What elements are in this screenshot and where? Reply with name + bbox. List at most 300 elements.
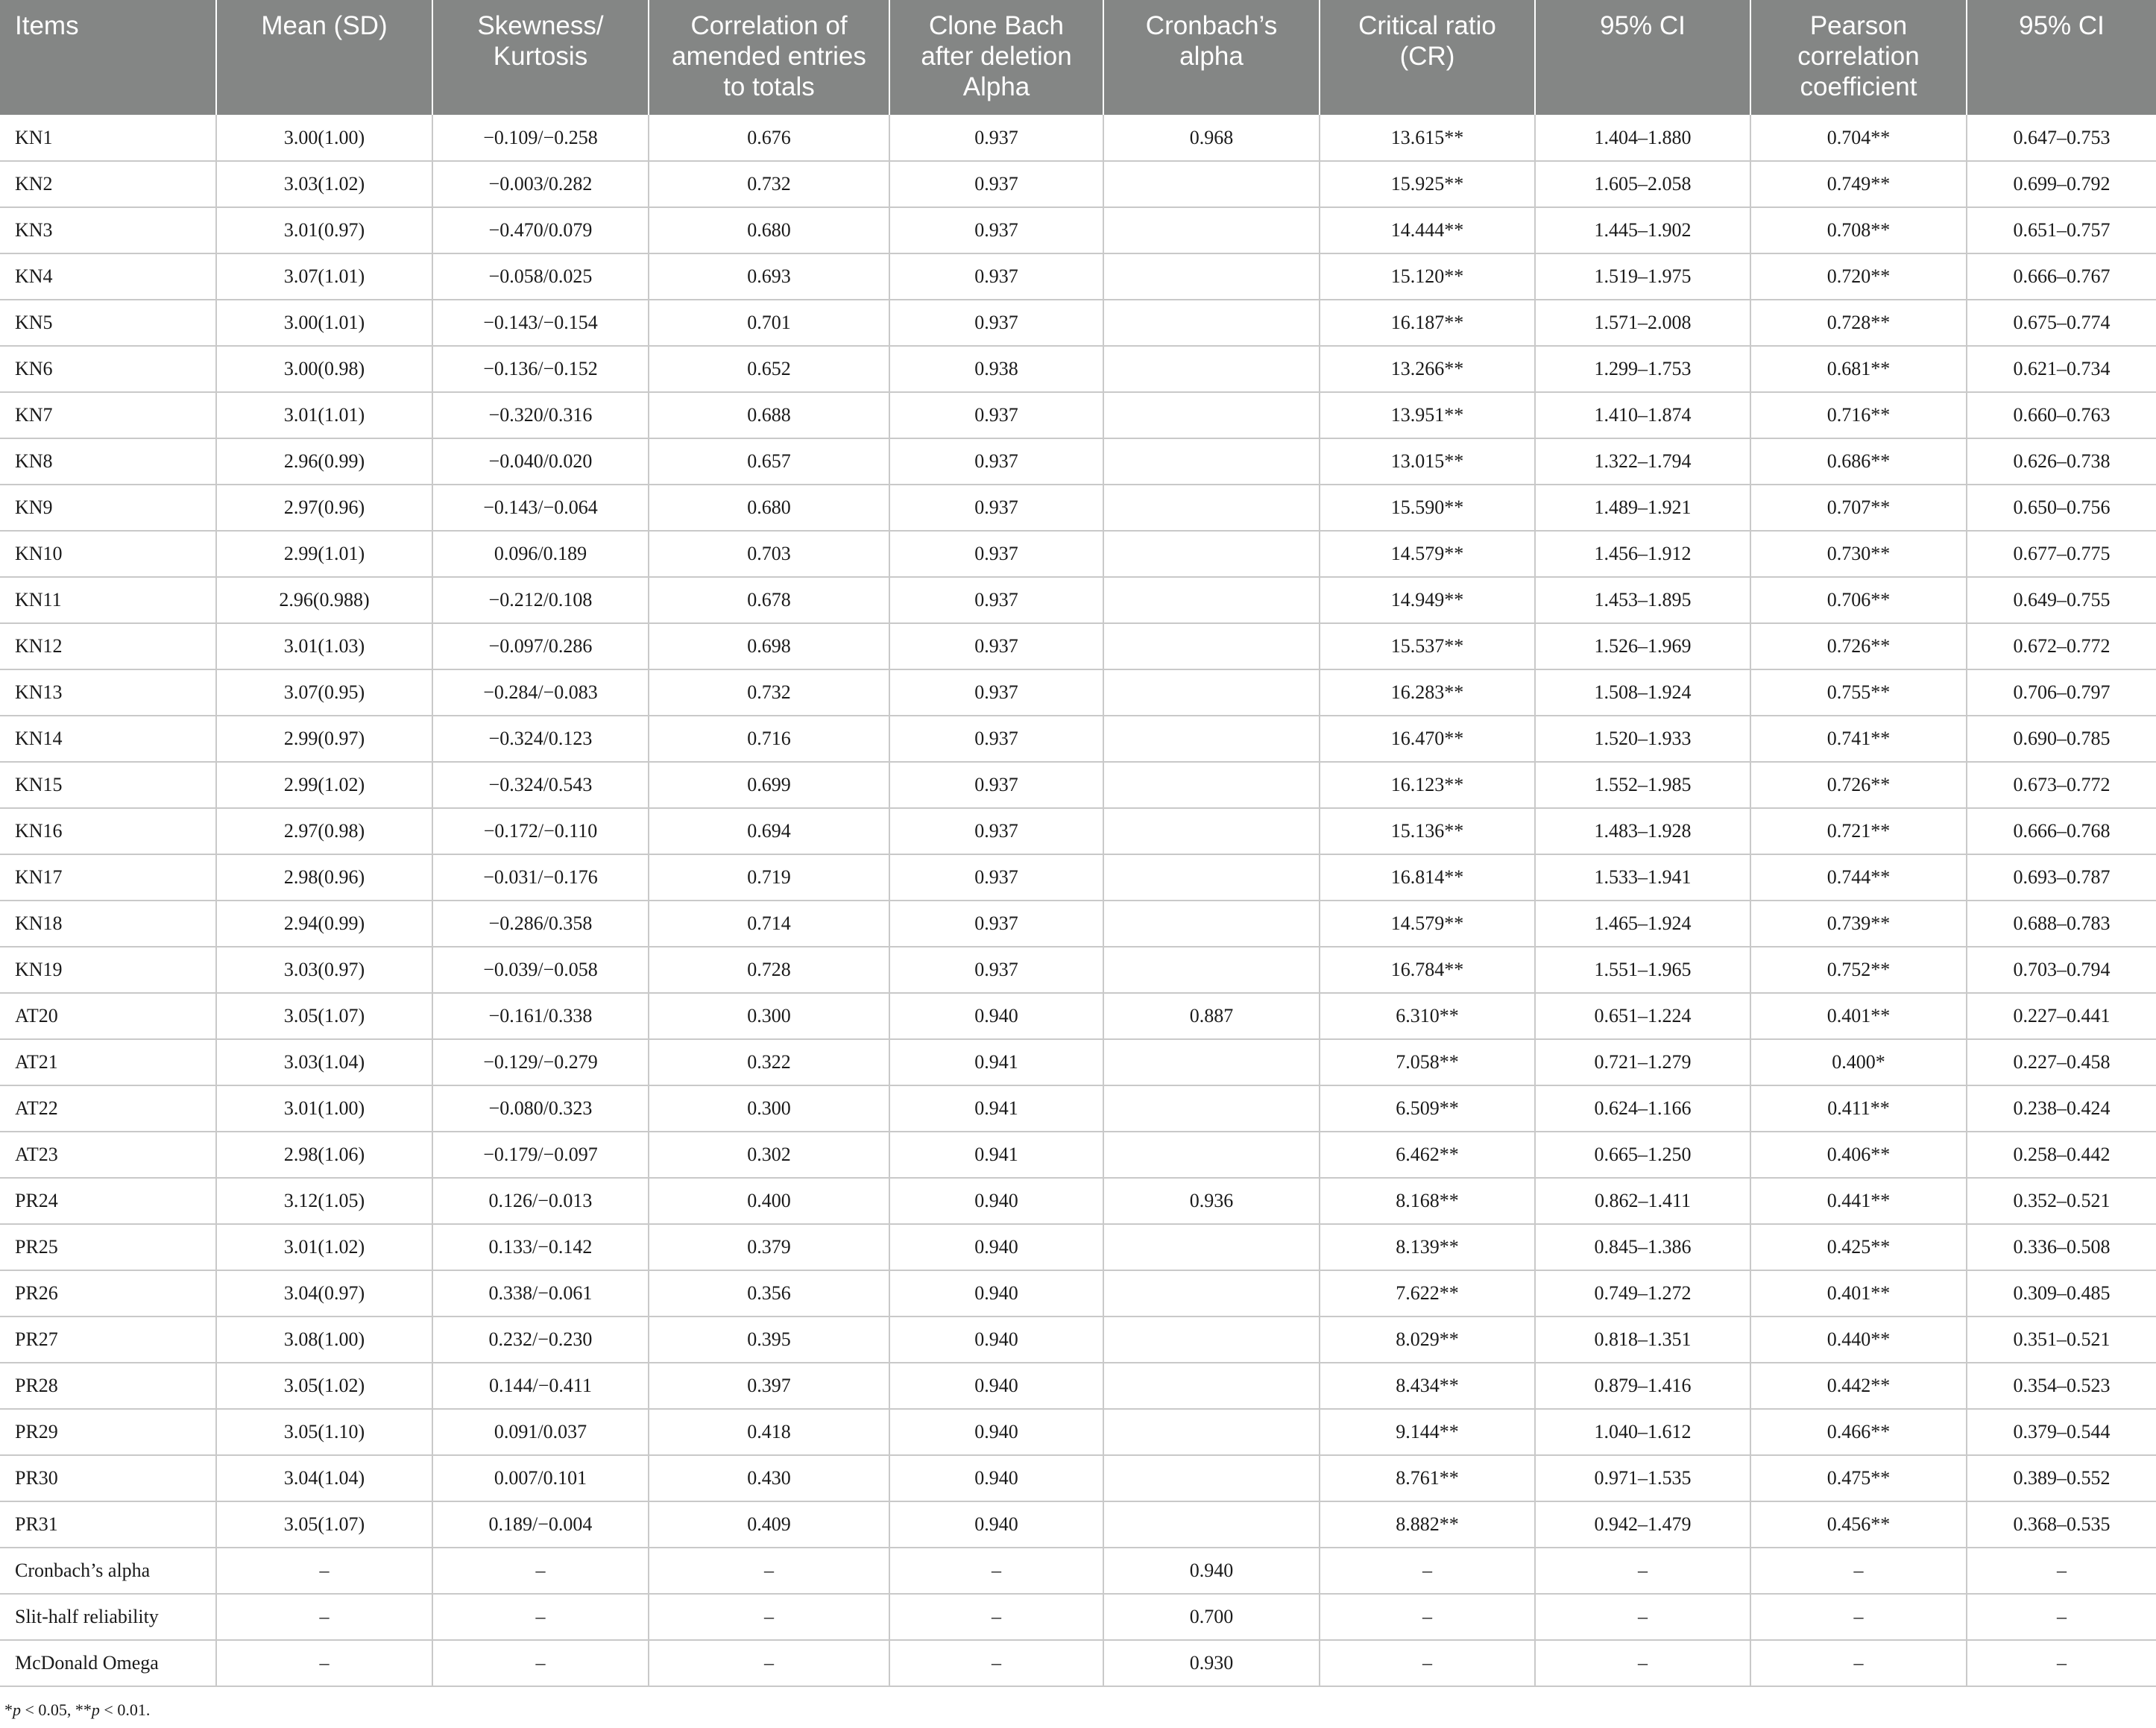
- table-cell: 0.937: [889, 392, 1103, 438]
- table-cell: 0.937: [889, 901, 1103, 947]
- table-cell: 0.352–0.521: [1967, 1178, 2156, 1224]
- table-cell: 0.940: [889, 1409, 1103, 1455]
- row-label-cell: KN6: [0, 346, 216, 392]
- table-cell: 2.97(0.96): [216, 485, 432, 531]
- row-label-cell: PR28: [0, 1363, 216, 1409]
- table-cell: 0.937: [889, 947, 1103, 993]
- table-cell: –: [1535, 1548, 1750, 1594]
- table-cell: 0.400: [649, 1178, 889, 1224]
- header-row: [0, 0, 2156, 115]
- table-cell: 0.300: [649, 993, 889, 1039]
- table-cell: –: [216, 1548, 432, 1594]
- table-cell: –: [1320, 1640, 1535, 1686]
- table-cell: 3.03(0.97): [216, 947, 432, 993]
- row-label-cell: KN2: [0, 161, 216, 207]
- table-cell: 0.862–1.411: [1535, 1178, 1750, 1224]
- table-cell: 3.05(1.02): [216, 1363, 432, 1409]
- table-cell: 0.940: [889, 1317, 1103, 1363]
- table-cell: 0.716: [649, 716, 889, 762]
- table-cell: 16.187**: [1320, 300, 1535, 346]
- table-row: [0, 1501, 2156, 1548]
- table-row: [0, 161, 2156, 207]
- table-cell: –: [649, 1594, 889, 1640]
- table-cell: −0.320/0.316: [432, 392, 649, 438]
- table-cell: 0.411**: [1750, 1085, 1967, 1132]
- table-cell: 0.144/−0.411: [432, 1363, 649, 1409]
- table-cell: 0.300: [649, 1085, 889, 1132]
- table-cell: 6.509**: [1320, 1085, 1535, 1132]
- table-cell: −0.143/−0.064: [432, 485, 649, 531]
- row-label-cell: AT20: [0, 993, 216, 1039]
- table-cell: [1103, 669, 1320, 716]
- column-header: 95% CI: [1967, 0, 2156, 115]
- table-cell: 0.940: [889, 1178, 1103, 1224]
- table-row: [0, 1363, 2156, 1409]
- table-row: [0, 854, 2156, 901]
- table-cell: 3.05(1.10): [216, 1409, 432, 1455]
- table-cell: 0.818–1.351: [1535, 1317, 1750, 1363]
- table-row: [0, 1409, 2156, 1455]
- table-cell: 0.937: [889, 577, 1103, 623]
- table-cell: 14.579**: [1320, 901, 1535, 947]
- table-cell: [1103, 207, 1320, 253]
- table-cell: 3.00(1.01): [216, 300, 432, 346]
- table-cell: 0.703: [649, 531, 889, 577]
- column-header: Cronbach’s alpha: [1103, 0, 1320, 115]
- table-cell: 0.971–1.535: [1535, 1455, 1750, 1501]
- row-label-cell: KN18: [0, 901, 216, 947]
- table-cell: −0.470/0.079: [432, 207, 649, 253]
- table-cell: 1.526–1.969: [1535, 623, 1750, 669]
- table-cell: 0.302: [649, 1132, 889, 1178]
- table-cell: 1.519–1.975: [1535, 253, 1750, 300]
- table-cell: 0.937: [889, 854, 1103, 901]
- table-cell: 1.410–1.874: [1535, 392, 1750, 438]
- table-cell: 3.07(0.95): [216, 669, 432, 716]
- table-cell: 0.940: [889, 1455, 1103, 1501]
- table-cell: −0.040/0.020: [432, 438, 649, 485]
- table-cell: −0.039/−0.058: [432, 947, 649, 993]
- table-row: [0, 808, 2156, 854]
- table-cell: 1.520–1.933: [1535, 716, 1750, 762]
- table-cell: –: [1967, 1548, 2156, 1594]
- table-cell: 1.299–1.753: [1535, 346, 1750, 392]
- table-cell: 3.00(1.00): [216, 115, 432, 161]
- table-cell: [1103, 1363, 1320, 1409]
- table-cell: 0.356: [649, 1270, 889, 1317]
- table-cell: 3.01(0.97): [216, 207, 432, 253]
- row-label-cell: KN16: [0, 808, 216, 854]
- row-label-cell: AT22: [0, 1085, 216, 1132]
- table-cell: 16.470**: [1320, 716, 1535, 762]
- table-cell: 3.01(1.01): [216, 392, 432, 438]
- table-cell: [1103, 1409, 1320, 1455]
- table-cell: −0.031/−0.176: [432, 854, 649, 901]
- table-cell: 0.728: [649, 947, 889, 993]
- table-cell: 0.338/−0.061: [432, 1270, 649, 1317]
- table-cell: 0.720**: [1750, 253, 1967, 300]
- table-cell: 15.120**: [1320, 253, 1535, 300]
- table-cell: 0.744**: [1750, 854, 1967, 901]
- table-cell: [1103, 901, 1320, 947]
- table-row: [0, 1178, 2156, 1224]
- table-cell: 0.400*: [1750, 1039, 1967, 1085]
- table-row: [0, 346, 2156, 392]
- table-cell: 14.579**: [1320, 531, 1535, 577]
- table-cell: –: [216, 1640, 432, 1686]
- table-row: [0, 947, 2156, 993]
- table-cell: 0.401**: [1750, 993, 1967, 1039]
- table-cell: 0.677–0.775: [1967, 531, 2156, 577]
- table-cell: [1103, 253, 1320, 300]
- table-cell: 0.007/0.101: [432, 1455, 649, 1501]
- table-cell: 0.707**: [1750, 485, 1967, 531]
- table-cell: 0.650–0.756: [1967, 485, 2156, 531]
- table-cell: –: [1535, 1640, 1750, 1686]
- table-cell: 0.937: [889, 716, 1103, 762]
- table-cell: 8.434**: [1320, 1363, 1535, 1409]
- table-cell: 0.741**: [1750, 716, 1967, 762]
- table-cell: 13.015**: [1320, 438, 1535, 485]
- table-cell: [1103, 947, 1320, 993]
- table-cell: 3.04(0.97): [216, 1270, 432, 1317]
- table-row: [0, 1455, 2156, 1501]
- table-row: [0, 1039, 2156, 1085]
- table-cell: 0.673–0.772: [1967, 762, 2156, 808]
- table-cell: [1103, 854, 1320, 901]
- column-header: Mean (SD): [216, 0, 432, 115]
- table-cell: 1.605–2.058: [1535, 161, 1750, 207]
- table-cell: [1103, 392, 1320, 438]
- table-cell: 0.309–0.485: [1967, 1270, 2156, 1317]
- table-cell: 1.508–1.924: [1535, 669, 1750, 716]
- table-cell: 15.925**: [1320, 161, 1535, 207]
- table-cell: 0.418: [649, 1409, 889, 1455]
- table-cell: 0.728**: [1750, 300, 1967, 346]
- table-cell: –: [1967, 1640, 2156, 1686]
- table-cell: 1.404–1.880: [1535, 115, 1750, 161]
- table-cell: 0.968: [1103, 115, 1320, 161]
- table-cell: 0.666–0.768: [1967, 808, 2156, 854]
- table-cell: 6.310**: [1320, 993, 1535, 1039]
- table-cell: 0.406**: [1750, 1132, 1967, 1178]
- table-cell: 3.01(1.02): [216, 1224, 432, 1270]
- table-cell: 0.730**: [1750, 531, 1967, 577]
- table-row: [0, 1594, 2156, 1640]
- table-cell: 0.227–0.458: [1967, 1039, 2156, 1085]
- table-cell: −0.097/0.286: [432, 623, 649, 669]
- table-cell: 1.551–1.965: [1535, 947, 1750, 993]
- table-cell: [1103, 716, 1320, 762]
- table-row: [0, 531, 2156, 577]
- table-row: [0, 115, 2156, 161]
- table-cell: 3.04(1.04): [216, 1455, 432, 1501]
- column-header: Pearson correlation coefficient: [1750, 0, 1967, 115]
- table-cell: 7.622**: [1320, 1270, 1535, 1317]
- column-header: 95% CI: [1535, 0, 1750, 115]
- row-label-cell: KN13: [0, 669, 216, 716]
- table-cell: [1103, 1224, 1320, 1270]
- table-cell: 0.940: [889, 1501, 1103, 1548]
- table-cell: 0.621–0.734: [1967, 346, 2156, 392]
- column-header: Items: [0, 0, 216, 115]
- table-cell: 1.040–1.612: [1535, 1409, 1750, 1455]
- table-cell: 0.706–0.797: [1967, 669, 2156, 716]
- row-label-cell: PR24: [0, 1178, 216, 1224]
- table-cell: 0.708**: [1750, 207, 1967, 253]
- table-cell: 0.937: [889, 438, 1103, 485]
- table-cell: 0.721–1.279: [1535, 1039, 1750, 1085]
- table-cell: 0.258–0.442: [1967, 1132, 2156, 1178]
- table-row: [0, 669, 2156, 716]
- table-cell: 0.940: [889, 993, 1103, 1039]
- table-cell: 0.672–0.772: [1967, 623, 2156, 669]
- table-cell: 0.409: [649, 1501, 889, 1548]
- table-body: [0, 115, 2156, 1686]
- table-cell: 0.749–1.272: [1535, 1270, 1750, 1317]
- table-cell: 0.693: [649, 253, 889, 300]
- table-cell: –: [649, 1640, 889, 1686]
- table-cell: −0.179/−0.097: [432, 1132, 649, 1178]
- table-cell: 0.937: [889, 115, 1103, 161]
- row-label-cell: KN3: [0, 207, 216, 253]
- table-cell: 3.00(0.98): [216, 346, 432, 392]
- row-label-cell: PR26: [0, 1270, 216, 1317]
- table-cell: 3.05(1.07): [216, 1501, 432, 1548]
- row-label-cell: AT23: [0, 1132, 216, 1178]
- table-cell: 15.590**: [1320, 485, 1535, 531]
- table-cell: 0.937: [889, 669, 1103, 716]
- table-cell: 0.680: [649, 207, 889, 253]
- table-cell: 0.693–0.787: [1967, 854, 2156, 901]
- table-cell: 0.440**: [1750, 1317, 1967, 1363]
- table-cell: 3.03(1.04): [216, 1039, 432, 1085]
- row-label-cell: KN8: [0, 438, 216, 485]
- row-label-cell: Slit-half reliability: [0, 1594, 216, 1640]
- table-cell: 0.726**: [1750, 762, 1967, 808]
- table-cell: −0.286/0.358: [432, 901, 649, 947]
- table-cell: 0.887: [1103, 993, 1320, 1039]
- table-cell: [1103, 485, 1320, 531]
- table-cell: 0.937: [889, 253, 1103, 300]
- table-cell: –: [216, 1594, 432, 1640]
- table-cell: 0.940: [1103, 1548, 1320, 1594]
- table-cell: 0.726**: [1750, 623, 1967, 669]
- table-cell: 0.354–0.523: [1967, 1363, 2156, 1409]
- table-cell: 8.882**: [1320, 1501, 1535, 1548]
- table-cell: [1103, 346, 1320, 392]
- table-cell: 0.425**: [1750, 1224, 1967, 1270]
- table-cell: 8.168**: [1320, 1178, 1535, 1224]
- table-row: [0, 485, 2156, 531]
- table-cell: 2.99(1.01): [216, 531, 432, 577]
- table-cell: 14.949**: [1320, 577, 1535, 623]
- table-cell: 3.03(1.02): [216, 161, 432, 207]
- table-cell: 1.533–1.941: [1535, 854, 1750, 901]
- row-label-cell: KN14: [0, 716, 216, 762]
- table-cell: 0.651–0.757: [1967, 207, 2156, 253]
- table-cell: 0.739**: [1750, 901, 1967, 947]
- table-cell: 7.058**: [1320, 1039, 1535, 1085]
- row-label-cell: KN11: [0, 577, 216, 623]
- table-cell: –: [889, 1548, 1103, 1594]
- table-cell: −0.003/0.282: [432, 161, 649, 207]
- table-cell: [1103, 438, 1320, 485]
- table-cell: 0.688: [649, 392, 889, 438]
- column-header: Skewness/ Kurtosis: [432, 0, 649, 115]
- row-label-cell: KN17: [0, 854, 216, 901]
- table-cell: [1103, 1501, 1320, 1548]
- table-cell: 0.227–0.441: [1967, 993, 2156, 1039]
- table-cell: 8.139**: [1320, 1224, 1535, 1270]
- table-row: [0, 901, 2156, 947]
- table-cell: 1.456–1.912: [1535, 531, 1750, 577]
- table-cell: 0.721**: [1750, 808, 1967, 854]
- table-cell: −0.136/−0.152: [432, 346, 649, 392]
- table-row: [0, 623, 2156, 669]
- table-cell: 0.681**: [1750, 346, 1967, 392]
- table-row: [0, 1224, 2156, 1270]
- table-cell: 0.937: [889, 531, 1103, 577]
- table-cell: −0.161/0.338: [432, 993, 649, 1039]
- table-cell: 0.368–0.535: [1967, 1501, 2156, 1548]
- table-cell: 0.351–0.521: [1967, 1317, 2156, 1363]
- table-cell: 2.98(1.06): [216, 1132, 432, 1178]
- table-cell: [1103, 623, 1320, 669]
- table-row: [0, 1317, 2156, 1363]
- table-cell: –: [1967, 1594, 2156, 1640]
- table-cell: 0.699–0.792: [1967, 161, 2156, 207]
- table-cell: 0.701: [649, 300, 889, 346]
- table-cell: 3.07(1.01): [216, 253, 432, 300]
- table-cell: 0.657: [649, 438, 889, 485]
- table-cell: 0.937: [889, 207, 1103, 253]
- table-cell: [1103, 762, 1320, 808]
- table-cell: 0.937: [889, 808, 1103, 854]
- column-header: Correlation of amended entries to totals: [649, 0, 889, 115]
- table-cell: 16.123**: [1320, 762, 1535, 808]
- table-cell: 13.951**: [1320, 392, 1535, 438]
- table-cell: 0.189/−0.004: [432, 1501, 649, 1548]
- table-cell: 0.647–0.753: [1967, 115, 2156, 161]
- table-cell: 0.096/0.189: [432, 531, 649, 577]
- table-cell: [1103, 1085, 1320, 1132]
- table-cell: 0.937: [889, 623, 1103, 669]
- table-cell: 0.937: [889, 161, 1103, 207]
- table-cell: 2.94(0.99): [216, 901, 432, 947]
- table-cell: 16.814**: [1320, 854, 1535, 901]
- table-cell: 16.784**: [1320, 947, 1535, 993]
- table-cell: 0.430: [649, 1455, 889, 1501]
- table-cell: 3.01(1.03): [216, 623, 432, 669]
- table-cell: –: [889, 1640, 1103, 1686]
- table-row: [0, 253, 2156, 300]
- table-cell: 0.937: [889, 485, 1103, 531]
- table-cell: 1.489–1.921: [1535, 485, 1750, 531]
- table-row: [0, 1548, 2156, 1594]
- table-cell: 0.749**: [1750, 161, 1967, 207]
- table-cell: 0.719: [649, 854, 889, 901]
- table-cell: 1.552–1.985: [1535, 762, 1750, 808]
- table-footnote: *p < 0.05, **p < 0.01.: [4, 1700, 151, 1719]
- table-cell: 0.940: [889, 1270, 1103, 1317]
- table-cell: 0.732: [649, 669, 889, 716]
- table-cell: −0.143/−0.154: [432, 300, 649, 346]
- table-cell: 0.752**: [1750, 947, 1967, 993]
- column-header: Critical ratio (CR): [1320, 0, 1535, 115]
- table-cell: [1103, 1132, 1320, 1178]
- table-row: [0, 716, 2156, 762]
- table-cell: –: [1320, 1594, 1535, 1640]
- table-cell: 0.395: [649, 1317, 889, 1363]
- table-cell: 0.126/−0.013: [432, 1178, 649, 1224]
- table-cell: –: [1750, 1594, 1967, 1640]
- table-cell: 3.08(1.00): [216, 1317, 432, 1363]
- row-label-cell: PR25: [0, 1224, 216, 1270]
- row-label-cell: KN19: [0, 947, 216, 993]
- table-header: [0, 0, 2156, 115]
- table-cell: 0.937: [889, 300, 1103, 346]
- table-cell: 0.690–0.785: [1967, 716, 2156, 762]
- table-cell: 9.144**: [1320, 1409, 1535, 1455]
- table-row: [0, 1270, 2156, 1317]
- table-cell: 0.651–1.224: [1535, 993, 1750, 1039]
- table-cell: 0.652: [649, 346, 889, 392]
- table-cell: [1103, 577, 1320, 623]
- table-cell: 0.475**: [1750, 1455, 1967, 1501]
- row-label-cell: KN5: [0, 300, 216, 346]
- table-cell: 2.97(0.98): [216, 808, 432, 854]
- table-cell: [1103, 161, 1320, 207]
- table-cell: −0.058/0.025: [432, 253, 649, 300]
- table-cell: −0.172/−0.110: [432, 808, 649, 854]
- table-cell: 0.133/−0.142: [432, 1224, 649, 1270]
- table-row: [0, 1085, 2156, 1132]
- table-cell: −0.109/−0.258: [432, 115, 649, 161]
- table-cell: 0.704**: [1750, 115, 1967, 161]
- table-cell: –: [1320, 1548, 1535, 1594]
- table-cell: 0.624–1.166: [1535, 1085, 1750, 1132]
- row-label-cell: AT21: [0, 1039, 216, 1085]
- table-cell: 0.379: [649, 1224, 889, 1270]
- table-cell: [1103, 1317, 1320, 1363]
- table-cell: 3.12(1.05): [216, 1178, 432, 1224]
- table-cell: 0.676: [649, 115, 889, 161]
- row-label-cell: Cronbach’s alpha: [0, 1548, 216, 1594]
- table-cell: 0.688–0.783: [1967, 901, 2156, 947]
- table-cell: [1103, 808, 1320, 854]
- table-cell: −0.324/0.123: [432, 716, 649, 762]
- table-cell: –: [1750, 1640, 1967, 1686]
- table-cell: 0.401**: [1750, 1270, 1967, 1317]
- table-cell: 0.660–0.763: [1967, 392, 2156, 438]
- row-label-cell: PR29: [0, 1409, 216, 1455]
- table-cell: 13.266**: [1320, 346, 1535, 392]
- table-cell: 0.940: [889, 1363, 1103, 1409]
- table-cell: 13.615**: [1320, 115, 1535, 161]
- table-cell: 0.706**: [1750, 577, 1967, 623]
- row-label-cell: McDonald Omega: [0, 1640, 216, 1686]
- table-cell: 0.936: [1103, 1178, 1320, 1224]
- row-label-cell: KN7: [0, 392, 216, 438]
- table-cell: 0.675–0.774: [1967, 300, 2156, 346]
- table-cell: 0.937: [889, 762, 1103, 808]
- table-cell: 0.940: [889, 1224, 1103, 1270]
- table-cell: 0.699: [649, 762, 889, 808]
- row-label-cell: KN10: [0, 531, 216, 577]
- table-cell: 1.465–1.924: [1535, 901, 1750, 947]
- table-cell: 15.537**: [1320, 623, 1535, 669]
